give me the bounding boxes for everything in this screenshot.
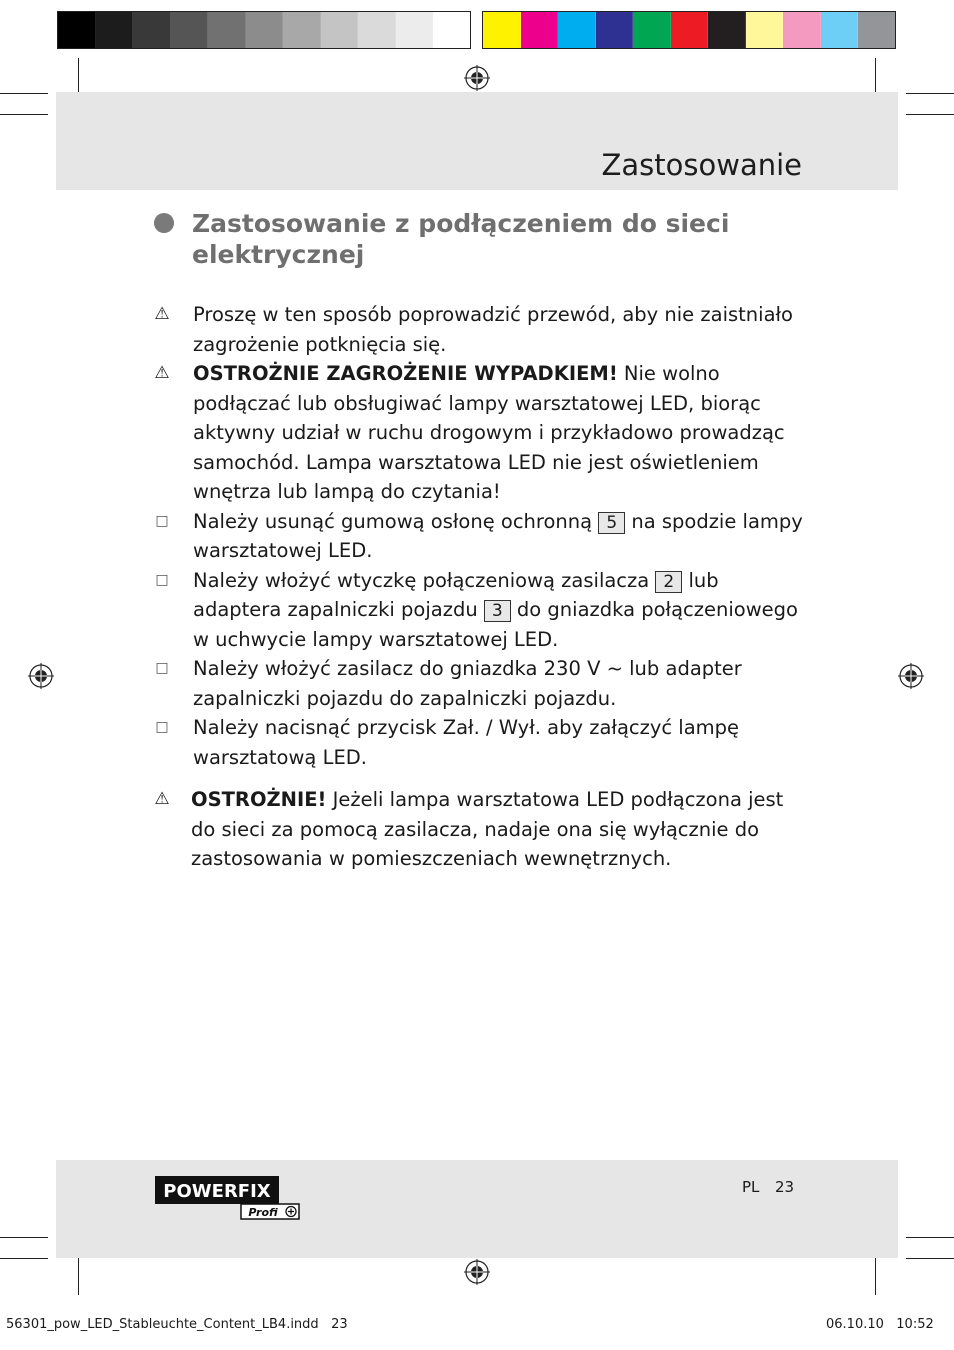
- crop-mark: [906, 1237, 954, 1238]
- part-reference: 5: [598, 512, 625, 534]
- color-swatch: [708, 12, 746, 48]
- color-swatch: [671, 12, 709, 48]
- crop-mark: [906, 114, 954, 115]
- registration-mark-icon: [898, 663, 924, 689]
- registration-mark-icon: [464, 1259, 490, 1285]
- item-text: na spodzie lampy warsztatowej LED.: [193, 509, 803, 562]
- crop-mark: [875, 1255, 876, 1295]
- datetime-slug: 06.10.10 10:52: [826, 1317, 934, 1332]
- checkbox-icon: □: [155, 660, 169, 676]
- file-slug: 56301_pow_LED_Stableuchte_Content_LB4.indd 23: [6, 1317, 348, 1332]
- registration-mark-icon: [464, 65, 490, 91]
- color-swatch: [558, 12, 596, 48]
- color-swatch: [171, 12, 209, 48]
- warning-icon: ⚠: [154, 363, 170, 383]
- color-swatch: [358, 12, 396, 48]
- process-color-bar: [482, 11, 896, 49]
- page-title: Zastosowanie: [601, 148, 802, 182]
- item-text: Należy usunąć gumową osłonę ochronną: [193, 509, 599, 533]
- list-item: [152, 654, 812, 713]
- color-swatch: [783, 12, 821, 48]
- item-text: Proszę w ten sposób poprowadzić przewód, aby nie zaistniało zagrożenie potknięcia się.: [193, 303, 793, 356]
- crop-mark: [78, 1255, 79, 1295]
- crop-mark: [875, 58, 876, 96]
- caution-heading: OSTROŻNIE!: [191, 788, 327, 811]
- page-number: 23: [775, 1178, 795, 1196]
- caution-text: Jeżeli lampa warsztatowa LED podłączona jest do sieci za pomocą zasilacza, nadaje ona się wyłącznie do zastosowania w pomieszczeniach wewnętrznych.: [191, 788, 784, 870]
- item-text: Należy włożyć zasilacz do gniazdka 230 V ~ lub adapter zapalniczki pojazdu do zapalniczki pojazdu.: [193, 657, 742, 710]
- crop-mark: [0, 1237, 48, 1238]
- color-swatch: [283, 12, 321, 48]
- color-swatch: [596, 12, 634, 48]
- list-item: [152, 300, 812, 359]
- list-item: [152, 566, 812, 655]
- color-swatch: [858, 12, 895, 48]
- powerfix-logo: [155, 1176, 300, 1220]
- color-swatch: [433, 12, 470, 48]
- caution-item: [152, 785, 792, 874]
- svg-text:Profi: Profi: [248, 1206, 278, 1219]
- item-text: Nie wolno podłączać lub obsługiwać lampy warsztatowej LED, biorąc aktywny udział w ruchu drogowym i przykładowo prowadząc samochód. Lampa warsztatowa LED nie jest oświetleniem wnętrza lub lampą do czytania!: [193, 362, 785, 503]
- color-swatch: [321, 12, 359, 48]
- crop-mark: [78, 58, 79, 96]
- color-swatch: [483, 12, 521, 48]
- part-reference: 3: [484, 600, 511, 622]
- item-text: do gniazdka połączeniowego w uchwycie lampy warsztatowej LED.: [193, 598, 798, 651]
- item-text: Należy włożyć wtyczkę połączeniową zasilacza: [193, 568, 656, 592]
- crop-mark: [0, 1258, 48, 1259]
- color-swatch: [396, 12, 434, 48]
- checkbox-icon: □: [155, 512, 169, 529]
- checkbox-icon: □: [155, 719, 169, 735]
- color-swatch: [208, 12, 246, 48]
- color-swatch: [821, 12, 859, 48]
- crop-mark: [906, 1258, 954, 1259]
- crop-mark: [0, 114, 48, 115]
- warning-heading: OSTROŻNIE ZAGROŻENIE WYPADKIEM!: [193, 362, 618, 385]
- item-text: Należy nacisnąć przycisk Zał. / Wył. aby załączyć lampę warsztatową LED.: [193, 716, 740, 769]
- warning-icon: ⚠: [154, 789, 170, 809]
- color-swatch: [133, 12, 171, 48]
- registration-mark-icon: [28, 663, 54, 689]
- checkbox-icon: □: [155, 571, 169, 588]
- crop-mark: [906, 93, 954, 94]
- color-swatch: [58, 12, 96, 48]
- crop-mark: [0, 93, 48, 94]
- color-swatch: [521, 12, 559, 48]
- grayscale-color-bar: [57, 11, 471, 49]
- instruction-list: [152, 300, 812, 772]
- list-item: [152, 713, 812, 772]
- list-item: [152, 359, 812, 507]
- section-bullet-icon: [154, 213, 174, 233]
- section-title: Zastosowanie z podłączeniem do sieci elektrycznej: [192, 209, 730, 269]
- warning-icon: ⚠: [154, 304, 170, 324]
- color-swatch: [633, 12, 671, 48]
- color-swatch: [246, 12, 284, 48]
- color-swatch: [746, 12, 784, 48]
- svg-text:POWERFIX: POWERFIX: [163, 1181, 271, 1202]
- item-text: lub adaptera zapalniczki pojazdu: [193, 568, 719, 621]
- caution-note: [152, 785, 792, 874]
- language-code: PL: [742, 1178, 760, 1196]
- part-reference: 2: [655, 571, 682, 593]
- color-swatch: [96, 12, 134, 48]
- list-item: [152, 507, 812, 566]
